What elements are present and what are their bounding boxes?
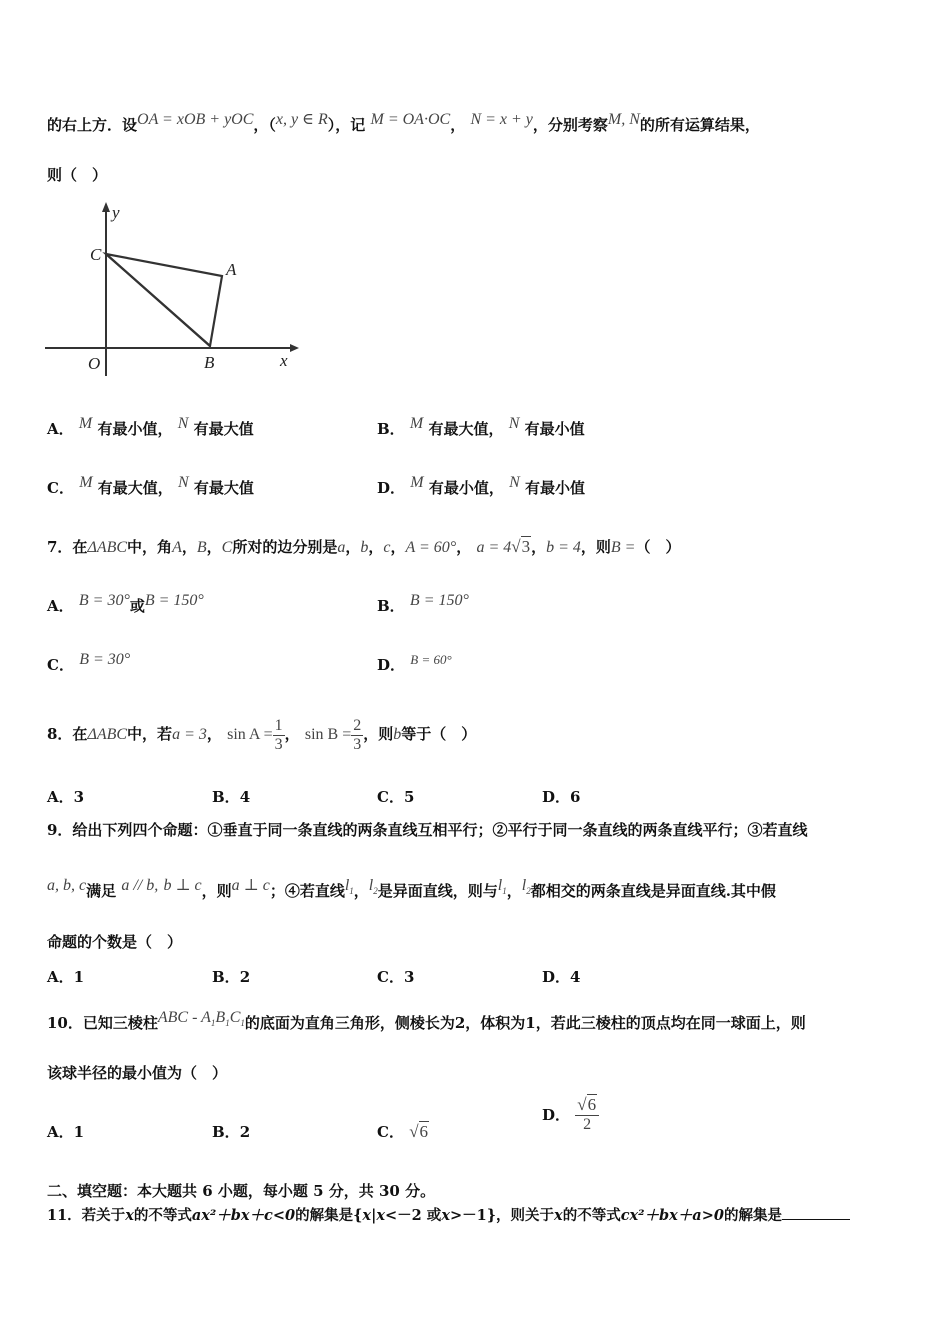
- q6-option-d[interactable]: D． M 有最小值， N 有最小值: [377, 474, 585, 497]
- q8-option-b[interactable]: B．4: [212, 788, 251, 806]
- label-C: C: [90, 245, 102, 264]
- q7-stem: 7．在ΔABC中，角A，B，C所对的边分别是a，b，c，A = 60°， a = 4√3，b = 4，则B =（ ）: [47, 537, 681, 556]
- q7-option-c[interactable]: C． B = 30°: [47, 651, 131, 674]
- label-B: B: [204, 353, 215, 372]
- MN-vars: M, N: [607, 111, 640, 128]
- section-2-heading: 二、填空题：本大题共 6 小题，每小题 5 分，共 30 分。: [47, 1182, 436, 1200]
- q9-option-c[interactable]: C．3: [377, 968, 415, 986]
- quad-CAB: [106, 254, 222, 346]
- q10-line2: 该球半径的最小值为（ ）: [47, 1064, 228, 1082]
- q9-option-d[interactable]: D．4: [542, 968, 581, 986]
- q9-option-a[interactable]: A．1: [47, 968, 85, 986]
- xy-in-R: x, y ∈ R: [275, 111, 328, 128]
- label-x: x: [280, 351, 288, 370]
- q9-line3: 命题的个数是（ ）: [47, 933, 183, 951]
- q6-option-a[interactable]: A． M 有最小值， N 有最大值: [47, 415, 254, 438]
- q10-option-b[interactable]: B．2: [212, 1123, 251, 1141]
- q6-line2: 则（ ）: [47, 166, 108, 184]
- q8-option-d[interactable]: D．6: [542, 788, 581, 806]
- q8-stem: 8．在ΔABC中，若a = 3， sin A = $\frac{1}{3}$ ， sin B = $\frac{2}{3}$ ，则b等于（ ）: [47, 716, 477, 753]
- q6-line1: 的右上方．设OA = xOB + yOC，（x, y ∈ R），记 M = OA·OC， N = x + y，分别考察M, N的所有运算结果，: [47, 111, 760, 134]
- q10-option-a[interactable]: A．1: [47, 1123, 85, 1141]
- coordinate-figure: [40, 196, 300, 376]
- answer-blank[interactable]: [782, 1205, 850, 1220]
- q7-option-d[interactable]: D． B = 60°: [377, 652, 452, 674]
- eq-N: N = x + y: [470, 111, 533, 128]
- q6-option-b[interactable]: B． M 有最大值， N 有最小值: [377, 415, 585, 438]
- q9-line2: a, b, c满足 a // b, b ⊥ c，则a ⊥ c；④若直线$l_1$，$l_2$是异面直线，则与$l_1$，$l_2$都相交的两条直线是异面直线.其中假: [47, 877, 776, 900]
- eq-OA: OA = xOB + yOC: [137, 111, 254, 128]
- eq-M: M = OA·OC: [370, 111, 451, 128]
- q7-option-b[interactable]: B． B = 150°: [377, 592, 469, 615]
- y-axis-arrow: [102, 202, 110, 212]
- label-O: O: [88, 354, 101, 373]
- q6-option-c[interactable]: C． M 有最大值， N 有最大值: [47, 474, 254, 497]
- label-y: y: [112, 203, 120, 222]
- q10-option-d[interactable]: D． $\frac{√6}{2}$: [542, 1098, 599, 1136]
- q9-line1: 9．给出下列四个命题：①垂直于同一条直线的两条直线互相平行；②平行于同一条直线的两条直线平行；③若直线: [47, 821, 808, 839]
- q11-stem: 11．若关于x的不等式ax²＋bx＋c<0的解集是{x|x<－2 或x>－1}，则关于x的不等式cx²＋bx＋a>0的解集是: [47, 1205, 850, 1227]
- label-A: A: [226, 260, 237, 279]
- segment-CB: [106, 254, 210, 346]
- x-axis-arrow: [290, 344, 299, 352]
- q10-line1: 10．已知三棱柱ABC - $A_1B_1C_1$的底面为直角三角形，侧棱长为2，体积为1，若此三棱柱的顶点均在同一球面上，则: [47, 1009, 806, 1032]
- q9-option-b[interactable]: B．2: [212, 968, 251, 986]
- q7-option-a[interactable]: A． B = 30°或B = 150°: [47, 592, 204, 615]
- q8-option-c[interactable]: C．5: [377, 788, 415, 806]
- q8-option-a[interactable]: A．3: [47, 788, 85, 806]
- q10-option-c[interactable]: C． √6: [377, 1122, 429, 1141]
